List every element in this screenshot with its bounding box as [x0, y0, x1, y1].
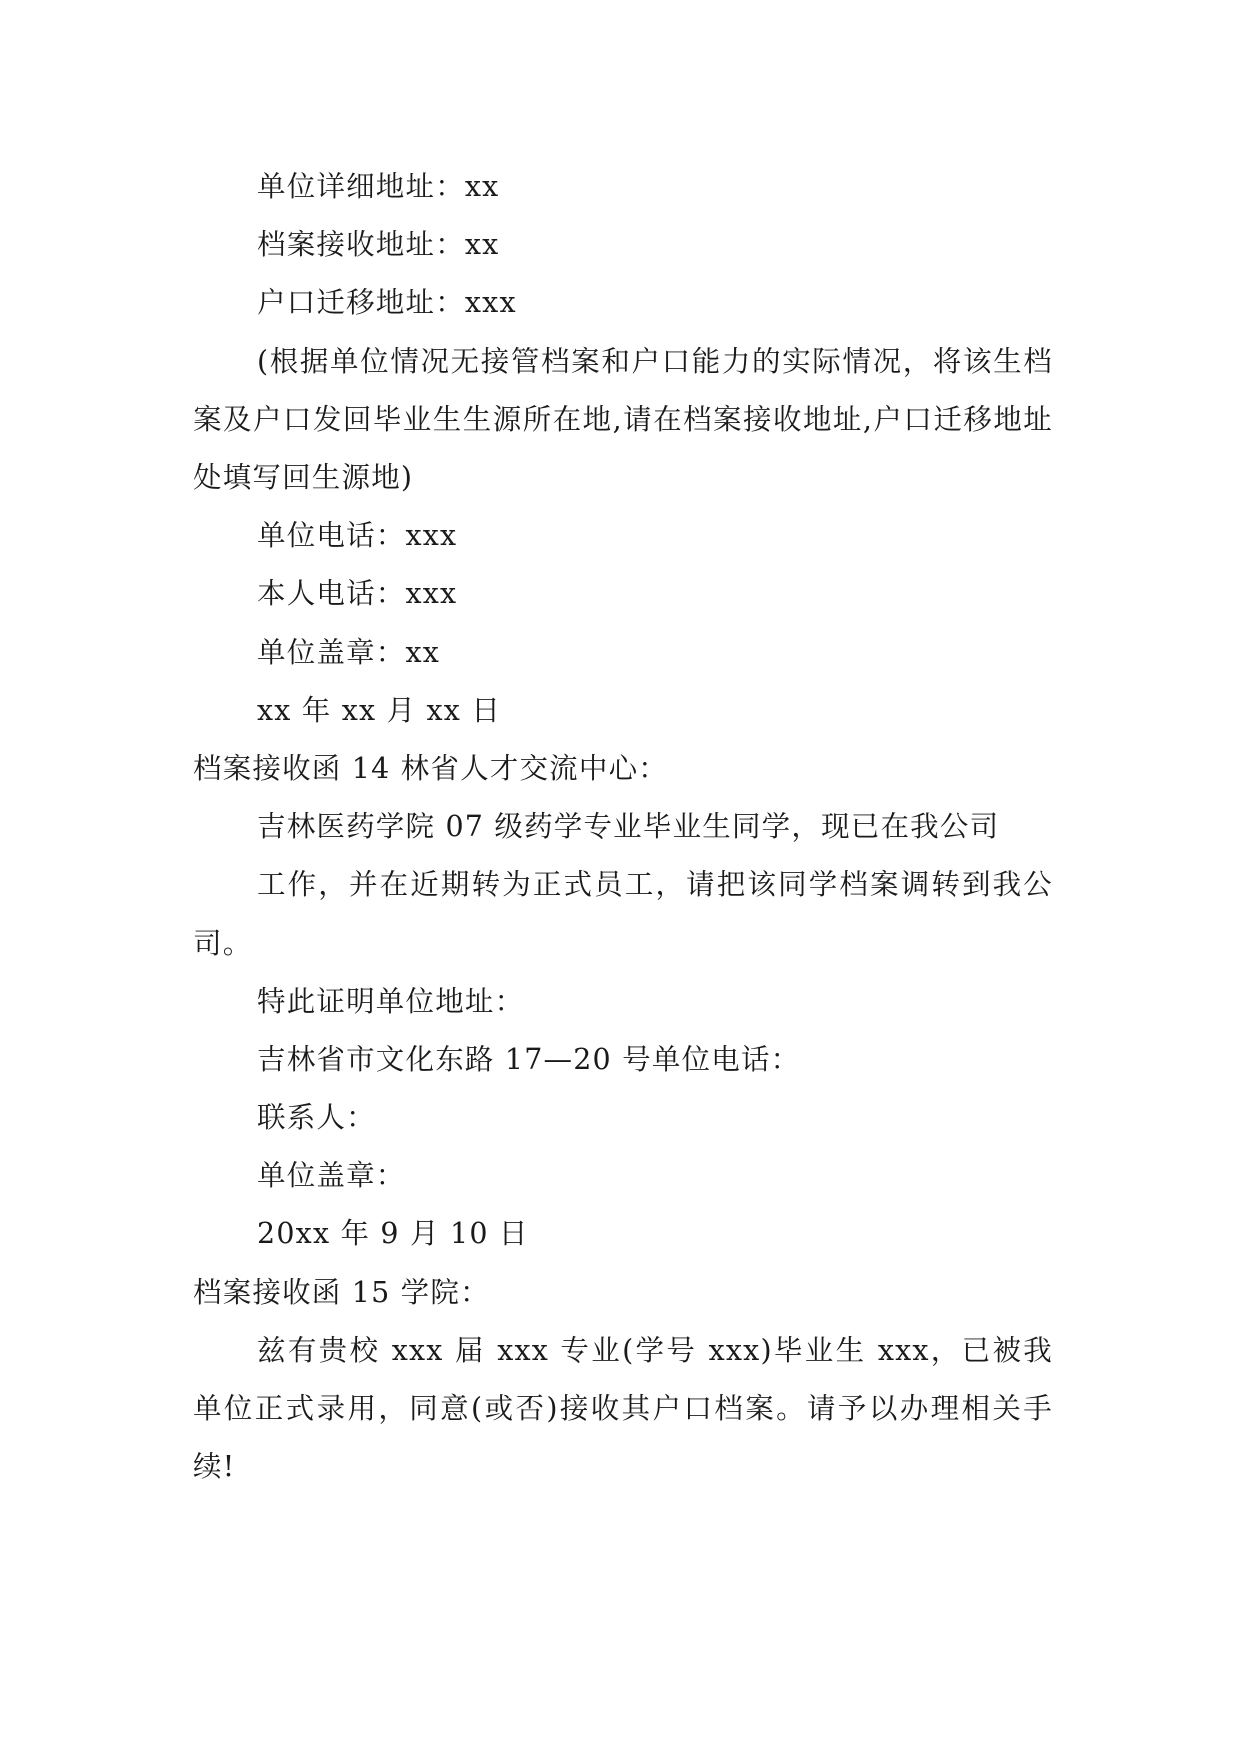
unit-address-line: 单位详细地址：xx: [257, 170, 500, 203]
letter14-seal-line: 单位盖章：: [257, 1159, 406, 1193]
unit-seal-line: 单位盖章：xx: [257, 635, 441, 669]
letter14-contact-line: 联系人：: [257, 1101, 376, 1135]
letter14-heading: 档案接收函 14 林省人才交流中心：: [193, 751, 668, 785]
date-line: xx 年 xx 月 xx 日: [257, 693, 502, 727]
letter14-date-line: 20xx 年 9 月 10 日: [257, 1217, 529, 1251]
letter15-body-paragraph: 兹有贵校 xxx 届 xxx 专业(学号 xxx)毕业生 xxx，已被我单位正式录用，同意(或否)接收其户口档案。请予以办理相关手续!: [193, 1333, 1053, 1484]
letter15-heading: 档案接收函 15 学院：: [193, 1275, 490, 1309]
letter14-certify-line: 特此证明单位地址：: [257, 984, 525, 1018]
letter14-body-paragraph-1: 吉林医药学院 07 级药学专业毕业生同学，现已在我公司: [257, 810, 1000, 844]
note-paragraph: (根据单位情况无接管档案和户口能力的实际情况，将该生档案及户口发回毕业生生源所在地,请在档案接收地址,户口迁移地址处填写回生源地): [193, 344, 1053, 494]
document-body: [193, 158, 1053, 1496]
personal-phone-line: 本人电话：xxx: [257, 577, 458, 611]
hukou-transfer-address-line: 户口迁移地址：xxx: [257, 286, 517, 320]
letter14-body-paragraph-2: 工作，并在近期转为正式员工，请把该同学档案调转到我公司。: [193, 868, 1053, 960]
archive-receive-address-line: 档案接收地址：xx: [257, 228, 500, 262]
letter14-address-line: 吉林省市文化东路 17—20 号单位电话：: [257, 1042, 801, 1076]
unit-phone-line: 单位电话：xxx: [257, 519, 458, 553]
